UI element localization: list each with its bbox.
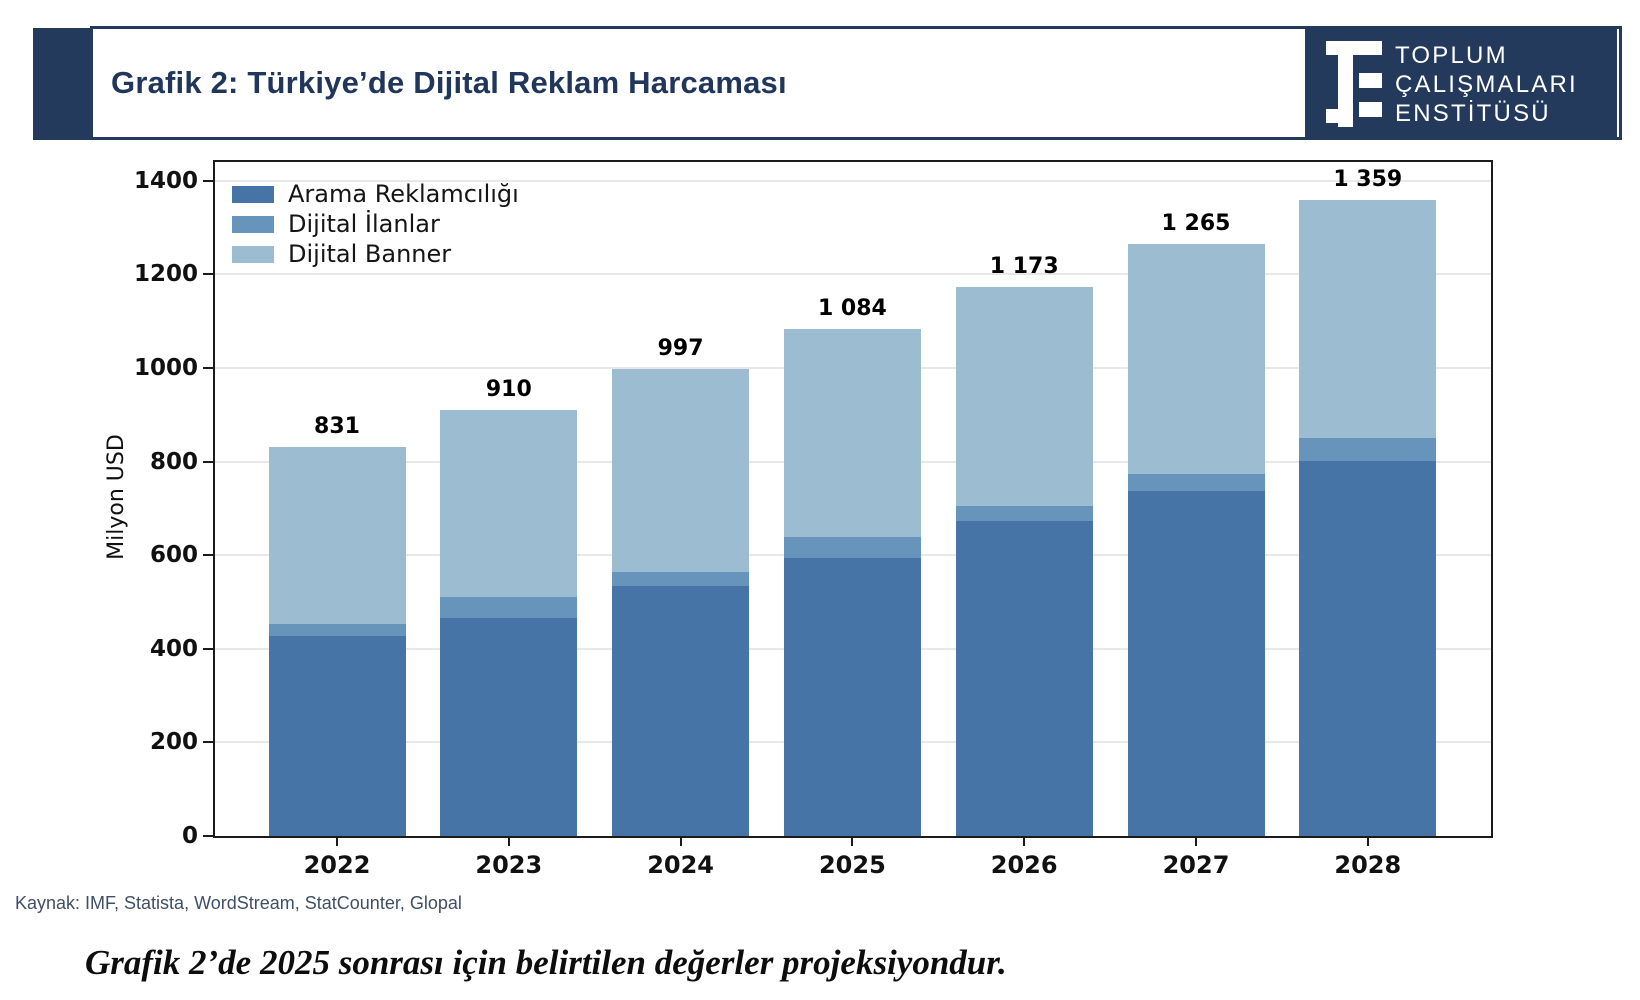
bar-segment-2028 — [1299, 200, 1436, 438]
x-tick-label: 2027 — [1162, 851, 1230, 879]
logo-text-line: ENSTİTÜSÜ — [1395, 99, 1551, 127]
legend-label: Arama Reklamcılığı — [288, 180, 519, 208]
bar-segment-2028 — [1299, 461, 1436, 836]
legend-label: Dijital Banner — [288, 240, 452, 268]
bar-segment-2027 — [1128, 491, 1265, 836]
institute-logo — [1305, 28, 1617, 140]
x-tick-label: 2022 — [303, 851, 371, 879]
y-tick-label: 0 — [181, 823, 198, 849]
x-tick-label: 2025 — [818, 851, 886, 879]
y-tick-mark — [203, 180, 213, 182]
logo-text-line: TOPLUM — [1395, 41, 1508, 69]
y-tick-mark — [203, 648, 213, 650]
bar-segment-2026 — [956, 287, 1093, 507]
y-tick-label: 1200 — [133, 261, 198, 288]
y-tick-mark — [203, 461, 213, 463]
bar-total-label: 1 265 — [1161, 210, 1231, 236]
bar-segment-2026 — [956, 506, 1093, 521]
bar-segment-2023 — [440, 618, 577, 836]
bar-segment-2024 — [612, 369, 749, 572]
logo-icon-bar — [1326, 41, 1382, 55]
bar-total-label: 831 — [314, 414, 360, 440]
y-tick-mark — [203, 554, 213, 556]
bar-segment-2025 — [784, 537, 921, 558]
y-tick-mark — [203, 273, 213, 275]
bar-total-label: 997 — [657, 336, 704, 362]
bar-segment-2023 — [440, 597, 577, 618]
bar-segment-2024 — [612, 586, 749, 836]
x-tick-label: 2023 — [475, 851, 543, 879]
y-tick-label: 1000 — [133, 354, 198, 381]
x-tick-mark — [851, 838, 853, 846]
x-tick-mark — [336, 838, 338, 846]
logo-text-line: ÇALIŞMALARI — [1395, 70, 1578, 98]
x-tick-mark — [508, 838, 510, 846]
x-tick-label: 2026 — [990, 851, 1058, 879]
bar-segment-2023 — [440, 410, 577, 597]
legend-swatch — [232, 186, 274, 203]
x-tick-label: 2028 — [1334, 851, 1402, 879]
y-tick-label: 1400 — [133, 167, 198, 194]
bar-segment-2024 — [612, 572, 749, 586]
institute-logo-text — [1395, 41, 1578, 128]
legend-swatch — [232, 246, 274, 263]
bar-segment-2022 — [269, 636, 406, 836]
y-tick-label: 200 — [149, 729, 198, 756]
bar-segment-2027 — [1128, 244, 1265, 474]
chart-plot-area — [213, 160, 1493, 838]
bar-segment-2028 — [1299, 438, 1436, 461]
y-axis-title: Milyon USD — [104, 434, 129, 560]
y-tick-mark — [203, 741, 213, 743]
institute-logo-icon — [1326, 41, 1382, 127]
bar-segment-2025 — [784, 329, 921, 538]
bar-segment-2022 — [269, 624, 406, 636]
x-tick-mark — [1023, 838, 1025, 846]
y-tick-mark — [203, 835, 213, 837]
legend-label: Dijital İlanlar — [288, 210, 440, 238]
page-title: Grafik 2: Türkiye’de Dijital Reklam Harcaması — [111, 65, 787, 100]
projection-footnote: Grafik 2’de 2025 sonrası için belirtilen değerler projeksiyondur. — [85, 943, 1007, 982]
logo-icon-stem — [1338, 41, 1353, 127]
header-accent-block — [33, 28, 90, 140]
x-tick-mark — [680, 838, 682, 846]
bar-total-label: 1 084 — [817, 295, 887, 321]
logo-icon-dot — [1326, 109, 1340, 123]
bar-total-label: 1 359 — [1333, 166, 1403, 192]
bar-segment-2026 — [956, 521, 1093, 836]
logo-icon-arm — [1359, 73, 1382, 88]
x-tick-mark — [1367, 838, 1369, 846]
logo-icon-arm — [1359, 102, 1382, 117]
x-tick-mark — [1195, 838, 1197, 846]
bar-total-label: 910 — [485, 377, 532, 403]
bar-segment-2022 — [269, 447, 406, 624]
bar-segment-2027 — [1128, 474, 1265, 491]
x-tick-label: 2024 — [647, 851, 714, 879]
legend-swatch — [232, 216, 274, 233]
y-tick-mark — [203, 367, 213, 369]
y-tick-label: 600 — [149, 542, 198, 569]
source-caption: Kaynak: IMF, Statista, WordStream, StatCounter, Glopal — [15, 893, 462, 913]
y-tick-label: 400 — [149, 635, 198, 662]
bar-total-label: 1 173 — [989, 253, 1059, 279]
bar-segment-2025 — [784, 558, 921, 836]
y-tick-label: 800 — [149, 448, 198, 475]
